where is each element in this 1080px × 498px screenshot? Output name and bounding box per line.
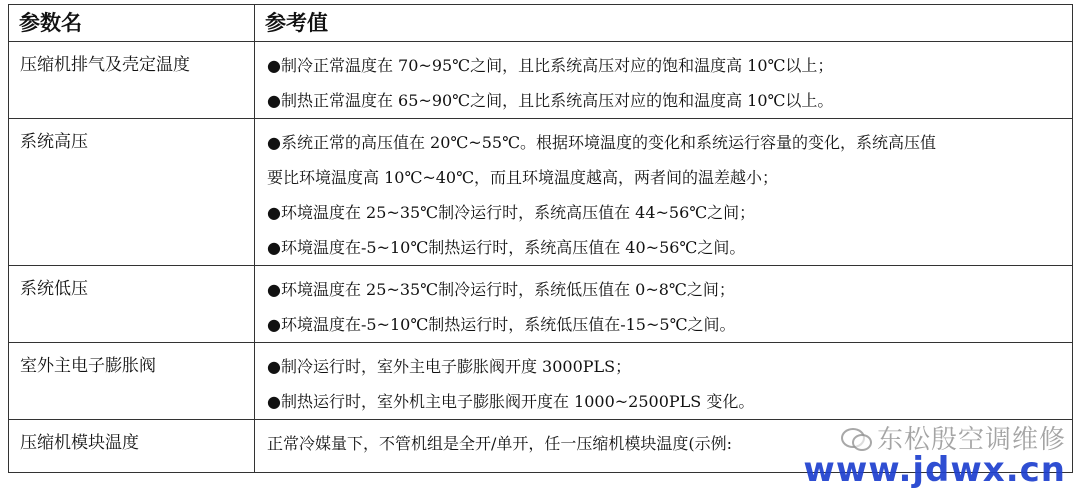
param-name-cell: 室外主电子膨胀阀 xyxy=(9,343,255,420)
param-name-cell: 系统高压 xyxy=(9,119,255,266)
value-line: ●制热正常温度在 65~90℃之间，且比系统高压对应的饱和温度高 10℃以上。 xyxy=(267,91,834,110)
table-row xyxy=(9,119,1073,266)
param-name-cell: 压缩机模块温度 xyxy=(9,420,255,473)
reference-value-cell xyxy=(255,42,1073,119)
table-row xyxy=(9,420,1073,473)
value-line: ●制冷运行时，室外主电子膨胀阀开度 3000PLS； xyxy=(267,357,632,376)
value-line: 要比环境温度高 10℃~40℃，而且环境温度越高，两者间的温差越小； xyxy=(267,168,779,187)
table-row xyxy=(9,343,1073,420)
value-line: ●系统正常的高压值在 20℃~55℃。根据环境温度的变化和系统运行容量的变化，系统高压值 xyxy=(267,133,936,152)
reference-value-cell xyxy=(255,119,1073,266)
reference-value-cell xyxy=(255,420,1073,473)
header-reference-value: 参考值 xyxy=(255,5,1073,42)
value-line: ●环境温度在 25~35℃制冷运行时，系统低压值在 0~8℃之间； xyxy=(267,280,735,299)
value-line: ●环境温度在 25~35℃制冷运行时，系统高压值在 44~56℃之间； xyxy=(267,203,756,222)
header-param-name: 参数名 xyxy=(9,5,255,42)
reference-value-cell xyxy=(255,266,1073,343)
watermark-channel-name: 东松殷空调维修 xyxy=(876,425,1066,455)
parameter-table xyxy=(8,4,1073,473)
value-line: 正常冷媒量下，不管机组是全开/单开，任一压缩机模块温度(示例: xyxy=(267,434,733,453)
table-row xyxy=(9,266,1073,343)
value-line: ●环境温度在-5~10℃制热运行时，系统高压值在 40~56℃之间。 xyxy=(267,238,746,257)
watermark-url: www.jdwx.cn xyxy=(803,450,1066,490)
table-header-row xyxy=(9,5,1073,42)
param-name-cell: 系统低压 xyxy=(9,266,255,343)
value-line: ●环境温度在-5~10℃制热运行时，系统低压值在-15~5℃之间。 xyxy=(267,315,736,334)
param-name-cell: 压缩机排气及壳定温度 xyxy=(9,42,255,119)
value-line: ●制热运行时，室外机主电子膨胀阀开度在 1000~2500PLS 变化。 xyxy=(267,392,755,411)
reference-value-cell xyxy=(255,343,1073,420)
table-row xyxy=(9,42,1073,119)
value-line: ●制冷正常温度在 70~95℃之间，且比系统高压对应的饱和温度高 10℃以上； xyxy=(267,56,834,75)
